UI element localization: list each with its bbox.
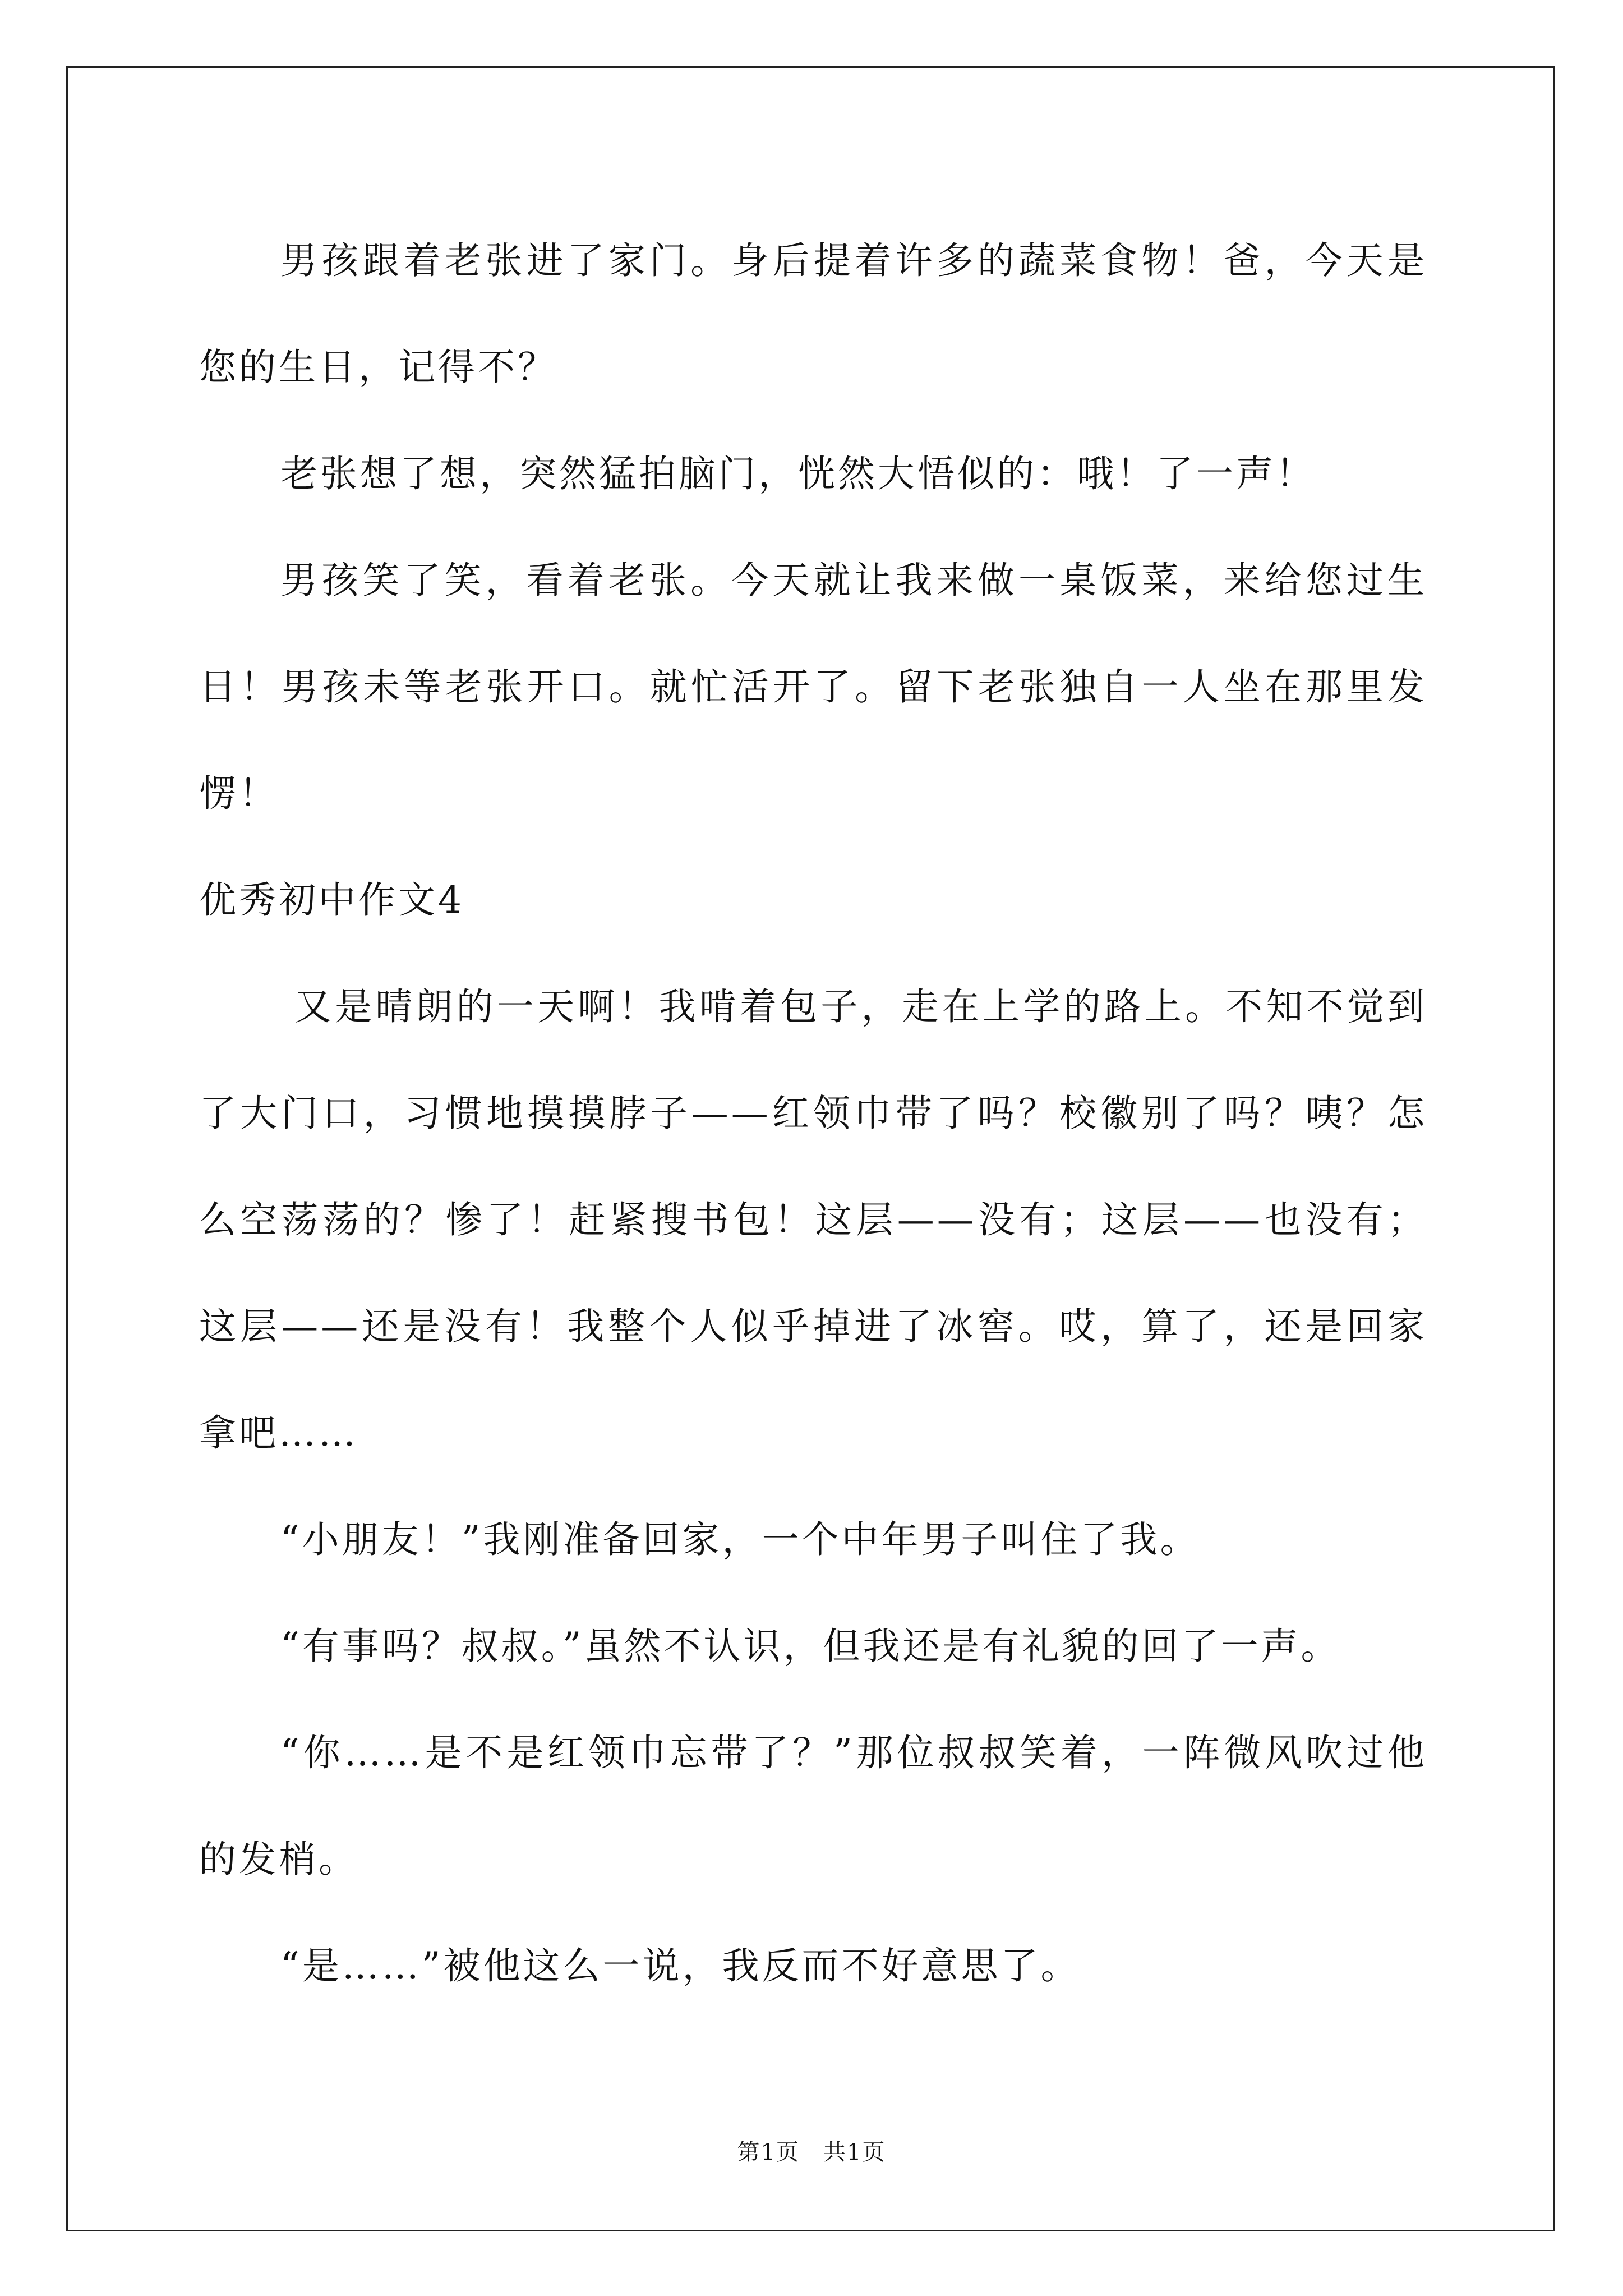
section-heading: 优秀初中作文4 [199,878,464,922]
paragraph: “小朋友！”我刚准备回家，一个中年男子叫住了我。 [280,1518,1200,1561]
paragraph: 又是晴朗的一天啊！我啃着包子，走在上学的路上。不知不觉到了大门口，习惯地摸摸脖子——红领巾带了吗？校徽别了吗？咦？怎么空荡荡的？惨了！赶紧搜书包！这层——没有；这层——也没有；这层——还是没有！我整个人似乎掉进了冰窖。哎，算了，还是回家拿吧…… [199,985,1427,1455]
paragraph: 男孩跟着老张进了家门。身后提着许多的蔬菜食物！爸，今天是您的生日，记得不？ [199,239,1427,389]
paragraph: “是……”被他这么一说，我反而不好意思了。 [280,1944,1081,1987]
paragraph: “有事吗？叔叔。”虽然不认识，但我还是有礼貌的回了一声。 [280,1625,1341,1668]
paragraph: 老张想了想，突然猛拍脑门，恍然大悟似的：哦！了一声！ [280,452,1316,495]
paragraph: “你……是不是红领巾忘带了？”那位叔叔笑着，一阵微风吹过他的发梢。 [199,1731,1427,1881]
paragraph: 男孩笑了笑，看着老张。今天就让我来做一桌饭菜，来给您过生日！男孩未等老张开口。就忙活开了。留下老张独自一人坐在那里发愣！ [199,559,1427,815]
page-footer: 第1页 共1页 [737,2139,886,2165]
document-body [199,208,1427,2019]
